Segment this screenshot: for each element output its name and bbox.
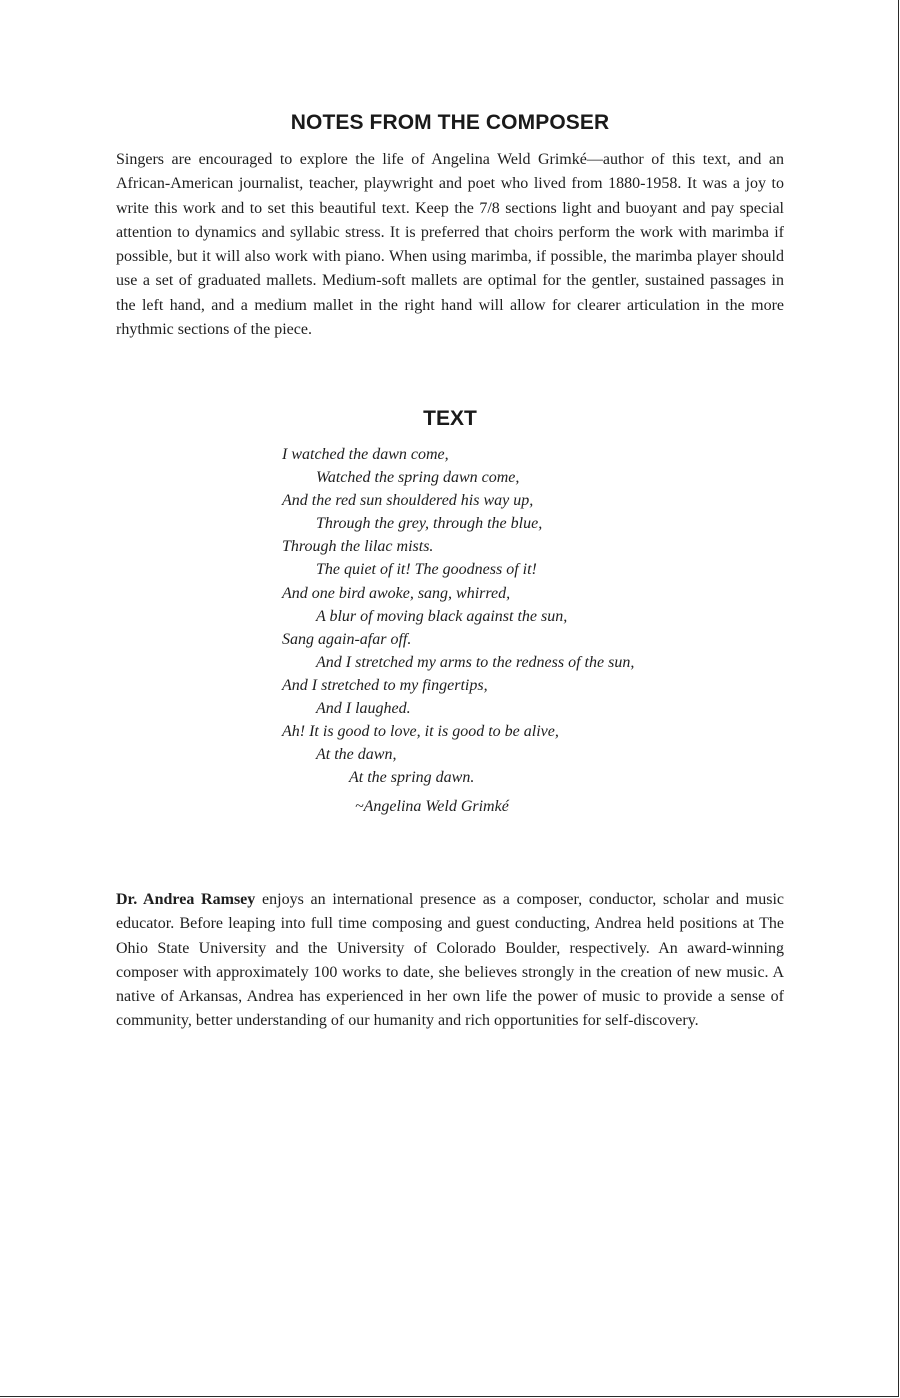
poem-attribution: ~Angelina Weld Grimké bbox=[355, 798, 509, 815]
poem-line: The quiet of it! The goodness of it! bbox=[316, 561, 537, 579]
poem-line: Sang again-afar off. bbox=[282, 630, 412, 648]
poem-line: And the red sun shouldered his way up, bbox=[282, 492, 534, 510]
poem-line: At the dawn, bbox=[316, 746, 397, 764]
poem-line: Through the grey, through the blue, bbox=[316, 515, 543, 533]
poem-line: And I stretched my arms to the redness of the sun, bbox=[316, 653, 635, 671]
poem-line: Through the lilac mists. bbox=[282, 538, 434, 556]
poem-line: And I laughed. bbox=[316, 700, 411, 718]
bio-text: enjoys an international presence as a composer, conductor, scholar and music educator. Before leaping into full time composing and guest conducting, Andrea held positions at The Ohio State University and the University of Colorado Boulder, respectively. An award-winning composer with approximately 100 works to date, she believes strongly in the creation of new music. A native of Arkansas, Andrea has experienced in her own life the power of music to provide a sense of community, better understanding of our humanity and rich opportunities for self-discovery. bbox=[116, 891, 785, 1030]
poem bbox=[282, 443, 634, 789]
poem-line: A blur of moving black against the sun, bbox=[316, 607, 568, 625]
poem-line: At the spring dawn. bbox=[349, 769, 475, 787]
notes-paragraph: Singers are encouraged to explore the life of Angelina Weld Grimké—author of this text, and an African-American journalist, teacher, playwright and poet who lived from 1880-1958. It was a joy to write this work and to set this beautiful text. Keep the 7/8 sections light and buoyant and pay special attention to dynamics and syllabic stress. It is preferred that choirs perform the work with marimba if possible, but it will also work with piano. When using marimba, if possible, the marimba player should use a set of graduated mallets. Medium-soft mallets are optimal for the gentler, sustained passages in the left hand, and a medium mallet in the right hand will allow for clearer articulation in the more rhythmic sections of the piece. bbox=[116, 151, 784, 339]
poem-line: And one bird awoke, sang, whirred, bbox=[282, 584, 511, 602]
poem-line: Watched the spring dawn come, bbox=[316, 469, 520, 487]
poem-line: I watched the dawn come, bbox=[282, 446, 449, 463]
poem-line: Ah! It is good to love, it is good to be alive, bbox=[282, 723, 559, 741]
bio-paragraph bbox=[116, 888, 784, 1034]
poem-line: And I stretched to my fingertips, bbox=[282, 676, 488, 694]
notes-heading: NOTES FROM THE COMPOSER bbox=[290, 111, 610, 134]
text-heading: TEXT bbox=[423, 407, 477, 430]
bio-name: Dr. Andrea Ramsey bbox=[116, 891, 256, 908]
